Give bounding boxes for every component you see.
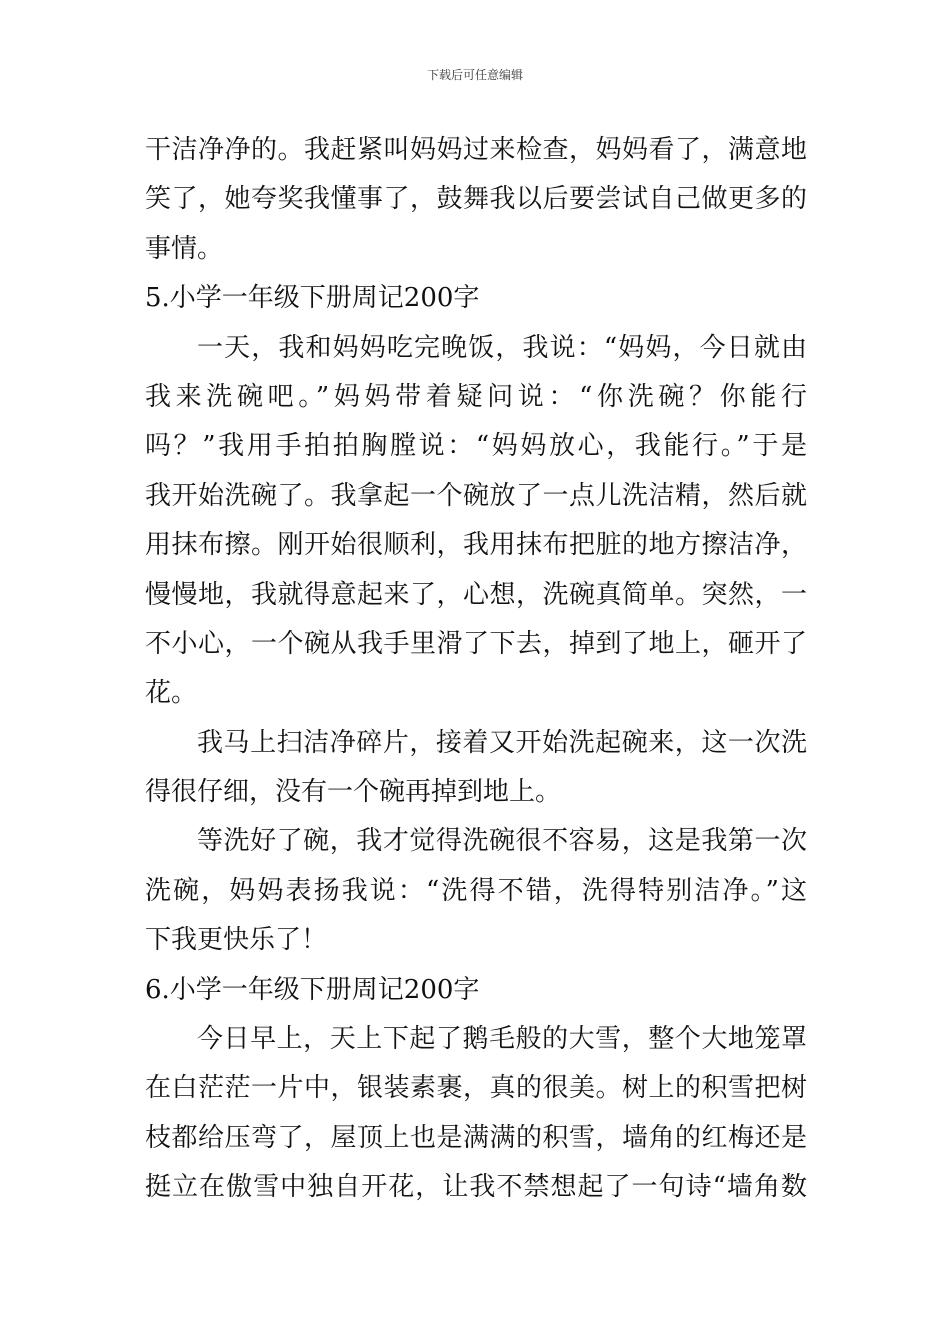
text-line: 挺立在傲雪中独自开花，让我不禁想起了一句诗“墙角数	[145, 1172, 807, 1203]
text-line: 今日早上，天上下起了鹅毛般的大雪，整个大地笼罩	[197, 1024, 807, 1055]
text-line: 不小心，一个碗从我手里滑了下去，掉到了地上，砸开了	[145, 628, 807, 659]
text-line: 事情。	[145, 233, 224, 264]
text-line: 我来洗碗吧。”妈妈带着疑问说：“你洗碗？你能行	[145, 381, 807, 412]
text-line: 用抹布擦。刚开始很顺利，我用抹布把脏的地方擦洁净，	[145, 530, 807, 561]
text-line: 我马上扫洁净碎片，接着又开始洗起碗来，这一次洗	[197, 727, 807, 758]
section-heading: 5.小学一年级下册周记200字	[145, 283, 480, 314]
text-line: 花。	[145, 678, 198, 709]
text-line: 枝都给压弯了，屋顶上也是满满的积雪，墙角的红梅还是	[145, 1122, 807, 1153]
text-line: 干洁净净的。我赶紧叫妈妈过来检查，妈妈看了，满意地	[145, 135, 807, 165]
section-heading: 6.小学一年级下册周记200字	[145, 974, 480, 1005]
text-line: 吗？”我用手拍拍胸膛说：“妈妈放心，我能行。”于是	[145, 431, 807, 462]
text-line: 得很仔细，没有一个碗再掉到地上。	[145, 777, 562, 808]
text-line: 等洗好了碗，我才觉得洗碗很不容易，这是我第一次	[197, 826, 807, 857]
text-line: 慢慢地，我就得意起来了，心想，洗碗真简单。突然，一	[145, 579, 807, 610]
text-line: 我开始洗碗了。我拿起一个碗放了一点儿洗洁精，然后就	[145, 480, 807, 511]
text-line: 笑了，她夸奖我懂事了，鼓舞我以后要尝试自己做更多的	[145, 184, 807, 215]
page-header-note: 下载后可任意编辑	[426, 68, 523, 82]
text-line: 洗碗，妈妈表扬我说：“洗得不错，洗得特别洁净。”这	[145, 875, 807, 906]
text-line: 在白茫茫一片中，银装素裹，真的很美。树上的积雪把树	[145, 1073, 807, 1104]
text-line: 一天，我和妈妈吃完晚饭，我说：“妈妈，今日就由	[197, 332, 807, 363]
text-line: 下我更快乐了！	[145, 925, 328, 956]
document-body	[145, 126, 807, 1213]
